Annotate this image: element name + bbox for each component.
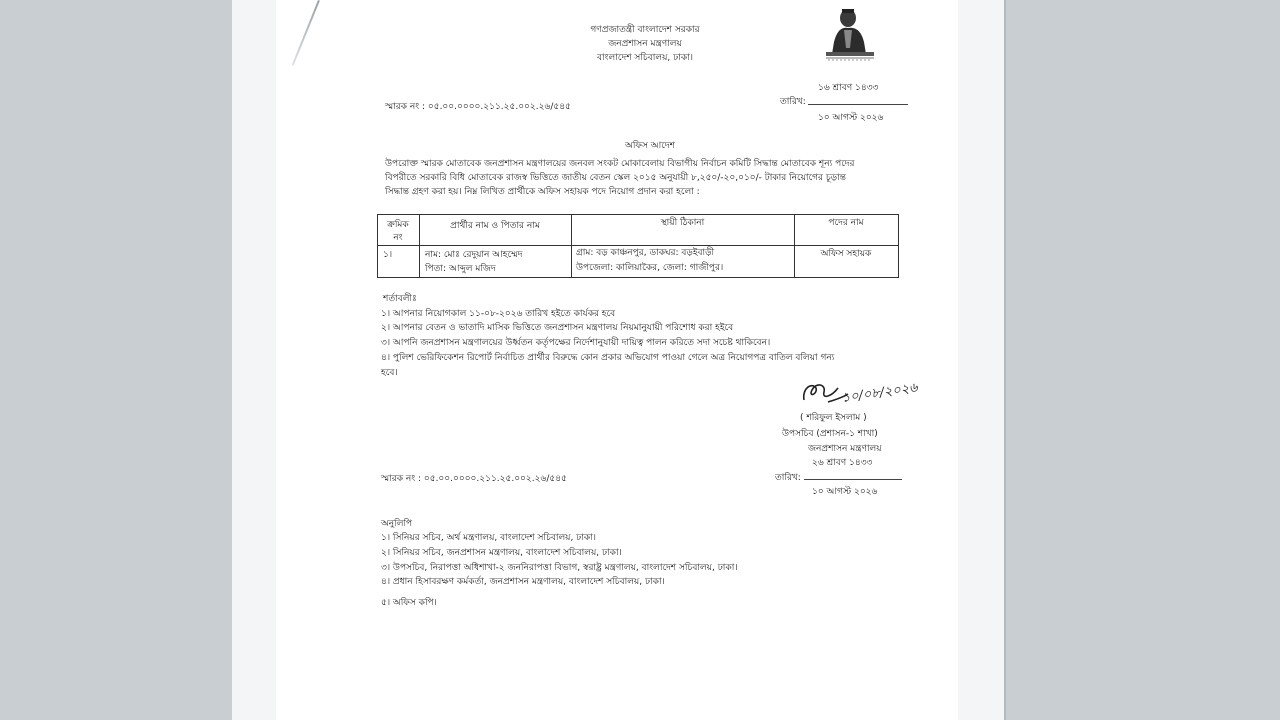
date-bangla: ১৬ শ্রাবণ ১৪৩৩	[818, 83, 879, 93]
memo-reference: স্মারক নং : ০৫.০০.০০০০.২১১.২৫.০০২.২৬/৫৪৫	[385, 102, 571, 112]
viewer-margin-left	[232, 0, 276, 720]
signature-date-handwritten: ১০/০৮/২০২৬	[840, 380, 919, 406]
signature-date-bangla: ২৬ শ্রাবণ ১৪৩৩	[812, 458, 873, 468]
header-ministry: জনপ্রশাসন মন্ত্রণালয়	[608, 39, 682, 49]
table-header-name: প্রার্থীর নাম ও পিতার নাম	[450, 221, 540, 231]
header-government: গণপ্রজাতন্ত্রী বাংলাদেশ সরকার	[590, 25, 700, 35]
header-secretariat: বাংলাদেশ সচিবালয়, ঢাকা।	[597, 53, 693, 63]
condition-item: ২। আপনার বেতন ও ভাতাদি মাসিক ভিত্তিতে জনপ্রশাসন মন্ত্রণালয় নিয়মানুযায়ী পরিশোধ করা হইবে	[381, 323, 734, 333]
copy-item: ১। সিনিয়র সচিব, অর্থ মন্ত্রণালয়, বাংলাদেশ সচিবালয়, ঢাকা।	[381, 533, 597, 543]
copy-item: ৩। উপসচিব, নিরাপত্তা অধিশাখা-২ জননিরাপত্তা বিভাগ, স্বরাষ্ট্র মন্ত্রণালয়, বাংলাদেশ সচিবালয়, ঢাকা।	[381, 563, 738, 573]
copy-item: ৪। প্রধান হিসাবরক্ষণ কর্মকর্তা, জনপ্রশাসন মন্ত্রণালয়, বাংলাদেশ সচিবালয়, ঢাকা।	[381, 577, 665, 587]
portrait-emblem-icon	[822, 2, 878, 64]
table-header-post: পদের নাম	[828, 218, 864, 228]
date-rule-bottom	[804, 479, 902, 480]
condition-item: ১। আপনার নিয়োগকাল ১১-০৮-২০২৬ তারিখ হইতে কার্যকর হবে	[381, 309, 616, 319]
copy-item: ২। সিনিয়র সচিব, জনপ্রশাসন মন্ত্রণালয়, বাংলাদেশ সচিবালয়, ঢাকা।	[381, 548, 622, 558]
signatory-name: ( শরিফুল ইসলাম )	[800, 413, 867, 423]
date-rule	[808, 104, 908, 105]
date-label-bottom: তারিখ:	[775, 473, 801, 483]
table-row-father: পিতা: আব্দুল মজিদ	[425, 264, 496, 274]
condition-item-continued: হবে।	[381, 368, 398, 378]
table-row-post: অফিস সহায়ক	[820, 249, 872, 259]
date-english: ১০ আগস্ট ২০২৬	[818, 113, 884, 123]
table-row-serial: ১।	[383, 250, 393, 260]
table-header-address: স্থায়ী ঠিকানা	[660, 218, 705, 228]
copy-item: ৫। অফিস কপি।	[381, 598, 437, 608]
order-body-line3: সিদ্ধান্ত গ্রহণ করা হয়। নিম্ন লিখিত প্রার্থীকে অফিস সহায়ক পদে নিয়োগ প্রদান করা হলো :	[385, 187, 700, 197]
table-header-serial: ক্রমিক	[387, 220, 409, 230]
table-header-rule	[378, 245, 898, 246]
order-body-line2: বিপরীতে সরকারি বিধি মোতাবেক রাজস্ব ভিত্তিতে জাতীয় বেতন স্কেল ২০১৫ অনুযায়ী ৮,২৫০/-২০,০১০/- টাকার নিয়োগের চূড়ান্ত	[385, 173, 846, 183]
viewer-scrollbar-edge	[1004, 0, 1006, 720]
copies-title: অনুলিপি	[381, 519, 413, 529]
condition-item: ৩। আপনি জনপ্রশাসন মন্ত্রণালয়ের উর্ধ্বতন কর্তৃপক্ষের নির্দেশানুযায়ী দায়িত্ব পালন করিতে সদা সচেষ্ট থাকিবেন।	[381, 338, 771, 348]
memo-reference-bottom: স্মারক নং : ০৫.০০.০০০০.২১১.২৫.০০২.২৬/৫৪৫	[381, 474, 567, 484]
signatory-designation: উপসচিব (প্রশাসন-১ শাখা)	[782, 429, 878, 439]
condition-item: ৪। পুলিশ ভেরিফিকেশন রিপোর্ট নির্বাচিত প্রার্থীর বিরুদ্ধে কোন প্রকার অভিযোগ পাওয়া গেলে অত্র নিয়োগপত্র বাতিল বলিয়া গন্য	[381, 353, 835, 363]
order-body-line1: উপরোক্ত স্মারক মোতাবেক জনপ্রশাসন মন্ত্রণালয়ের জনবল সংকট মোকাবেলায় বিভাগীয় নির্বাচন কমিটি সিদ্ধান্ত মোতাবেক শূন্য পদের	[385, 159, 855, 169]
table-row-name: নাম: মোঃ রেদুয়ান আহম্মেদ	[425, 250, 523, 260]
order-title: অফিস আদেশ	[625, 141, 675, 151]
table-header-serial-no: নং	[393, 233, 403, 243]
conditions-title: শর্তাবলীঃ	[383, 294, 417, 304]
viewer-margin-right	[958, 0, 1006, 720]
table-row-address-2: উপজেলা: কালিয়াকৈর, জেলা: গাজীপুর।	[576, 263, 724, 273]
date-english-bottom: ১০ আগস্ট ২০২৬	[812, 487, 878, 497]
table-row-address-1: গ্রাম: বড় কাঞ্চনপুর, ডাকঘর: বড়ইবাড়ী	[576, 248, 715, 258]
date-label: তারিখ:	[780, 97, 806, 107]
signatory-ministry: জনপ্রশাসন মন্ত্রণালয়	[808, 444, 882, 454]
